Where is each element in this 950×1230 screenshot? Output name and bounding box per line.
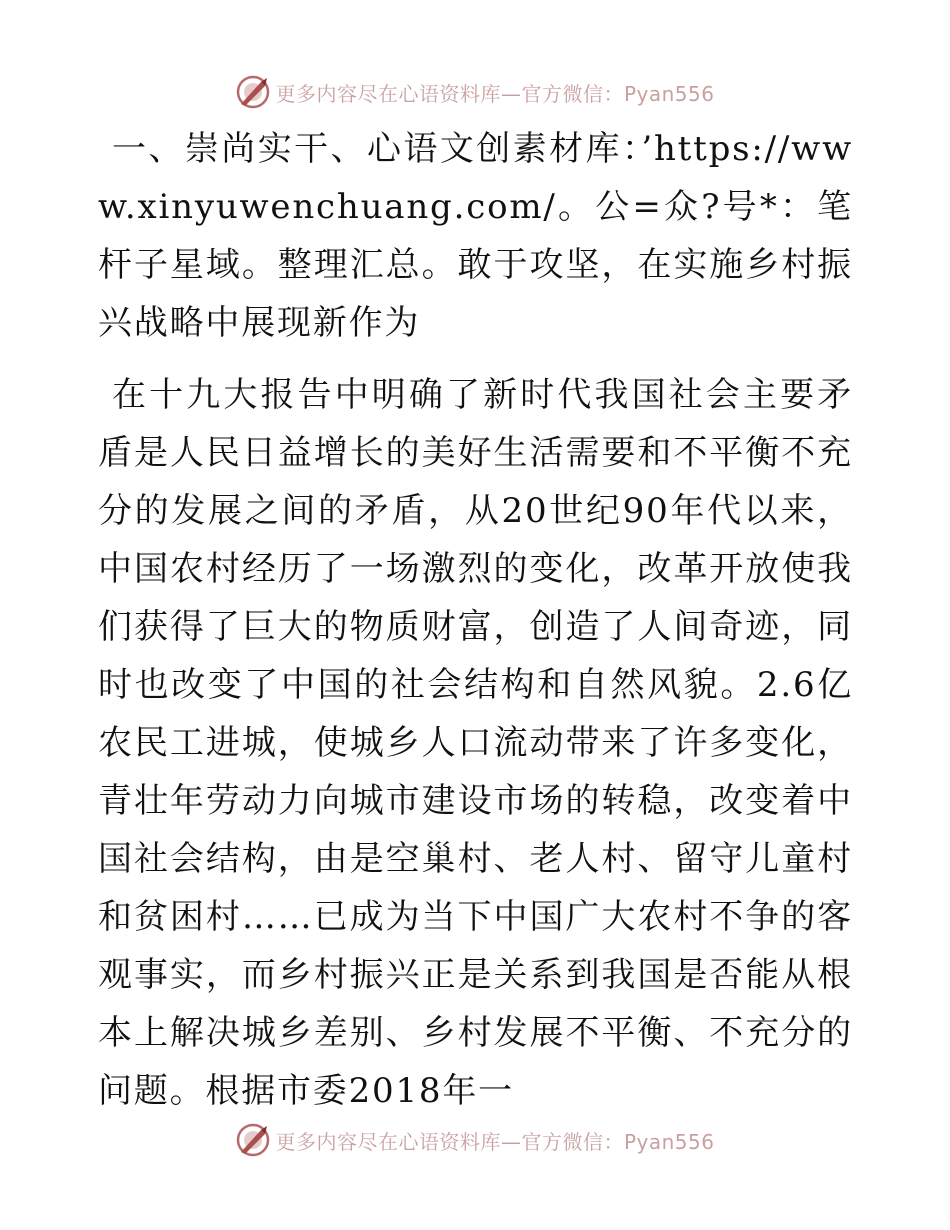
watermark-wechat-text: —官方微信：Pyan556	[500, 81, 715, 106]
body-paragraph: 在十九大报告中明确了新时代我国社会主要矛盾是人民日益增长的美好生活需要和不平衡不充分的发展之间的矛盾，从20世纪90年代以来，中国农村经历了一场激烈的变化，改革开放使我们获得了巨大的物质财富，创造了人间奇迹，同时也改变了中国的社会结构和自然风貌。2.6亿农民工进城，使城乡人口流动带来了许多变化，青壮年劳动力向城市建设市场的转稳，改变着中国社会结构，由是空巢村、老人村、留守儿童村和贫困村……已成为当下中国广大农村不争的客观事实，而乡村振兴正是关系到我国是否能从根本上解决城乡差别、乡村发展不平衡、不充分的问题。根据市委2018年一	[98, 375, 853, 1111]
document-body	[98, 120, 853, 1120]
watermark-wechat-text: —官方微信：Pyan556	[500, 1129, 715, 1154]
watermark-text	[275, 1126, 714, 1155]
heading-paragraph: 一、崇尚实干、心语文创素材库：’https://www.xinyuwenchuang.com/。公=众?号*：笔杆子星域。整理汇总。敢于攻坚，在实施乡村振兴战略中展现新作为	[98, 129, 853, 343]
watermark-header	[0, 70, 950, 114]
watermark-text	[275, 78, 714, 107]
quill-seal-logo-icon	[235, 1122, 271, 1158]
watermark-site-text: 更多内容尽在心语资料库	[275, 81, 501, 106]
watermark-site-text: 更多内容尽在心语资料库	[275, 1129, 501, 1154]
quill-seal-logo-icon	[235, 74, 271, 110]
watermark-footer	[0, 1118, 950, 1162]
